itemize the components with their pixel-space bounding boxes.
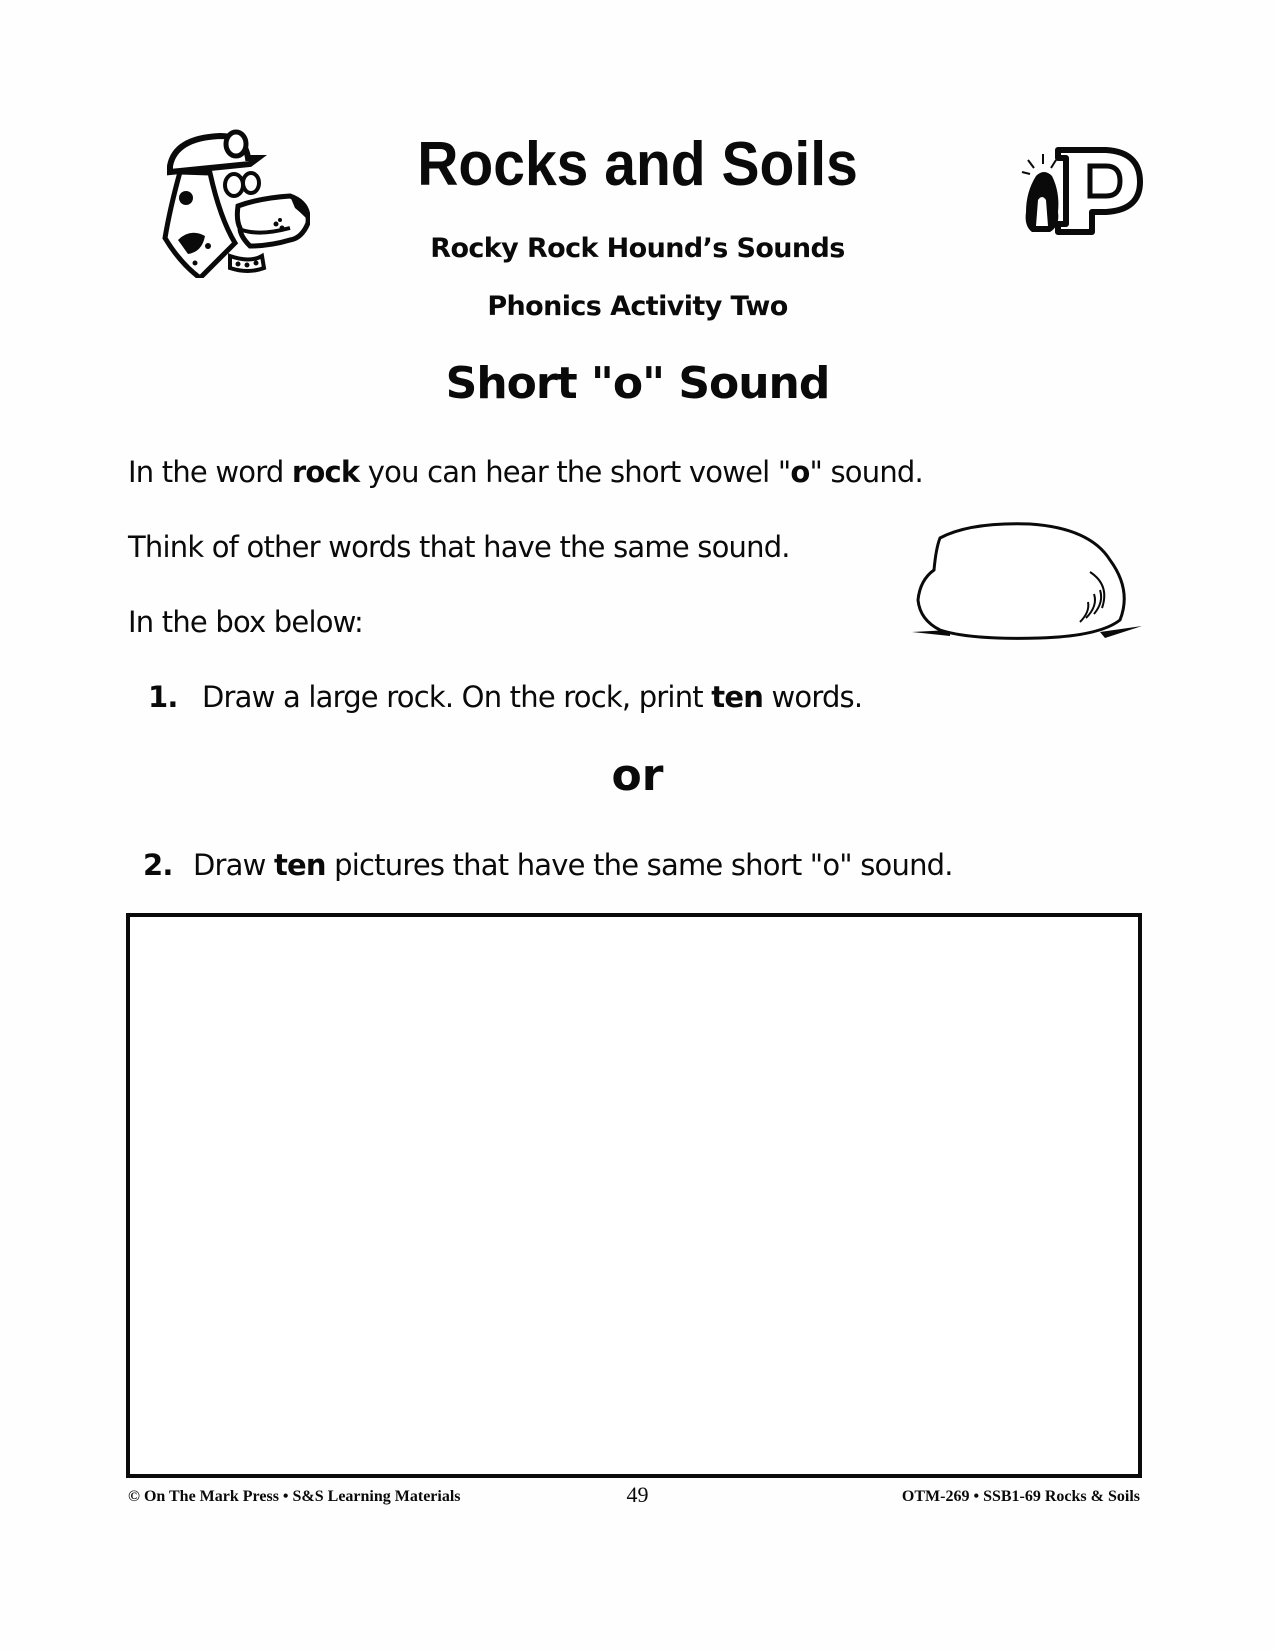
instruction-2 bbox=[143, 848, 953, 882]
intro-line-2: Think of other words that have the same sound. bbox=[128, 530, 790, 564]
instruction-text: Draw a large rock. On the rock, print bbox=[202, 680, 712, 714]
intro-line-3: In the box below: bbox=[128, 605, 363, 639]
footer-product-code: OTM-269 • SSB1-69 Rocks & Soils bbox=[901, 1488, 1140, 1505]
subtitle-rock-hound-sounds: Rocky Rock Hound’s Sounds bbox=[430, 233, 845, 264]
intro-text: you can hear the short vowel " bbox=[359, 455, 791, 489]
instruction-text: pictures that have the same short "o" sound. bbox=[325, 848, 953, 882]
intro-text: In the word bbox=[128, 455, 292, 489]
emphasis-letter: o bbox=[790, 455, 810, 489]
footer-copyright: © On The Mark Press • S&S Learning Materials bbox=[128, 1488, 461, 1505]
intro-text: " sound. bbox=[809, 455, 923, 489]
drawing-area-box[interactable] bbox=[126, 913, 1142, 1478]
instruction-text: Draw bbox=[193, 848, 274, 882]
emphasis-word: ten bbox=[711, 680, 764, 714]
emphasis-word: rock bbox=[291, 455, 360, 489]
section-heading: Short "o" Sound bbox=[445, 358, 830, 409]
instruction-text: words. bbox=[763, 680, 863, 714]
instruction-number: 1. bbox=[148, 680, 178, 714]
page-title: Rocks and Soils bbox=[417, 130, 858, 199]
instruction-1 bbox=[148, 680, 862, 714]
instruction-number: 2. bbox=[143, 848, 173, 882]
rock-icon bbox=[910, 520, 1150, 645]
intro-line-1 bbox=[128, 455, 923, 489]
emphasis-word: ten bbox=[273, 848, 326, 882]
separator-or: or bbox=[611, 750, 664, 801]
page-number: 49 bbox=[626, 1482, 649, 1507]
subtitle-phonics-activity: Phonics Activity Two bbox=[487, 291, 788, 322]
